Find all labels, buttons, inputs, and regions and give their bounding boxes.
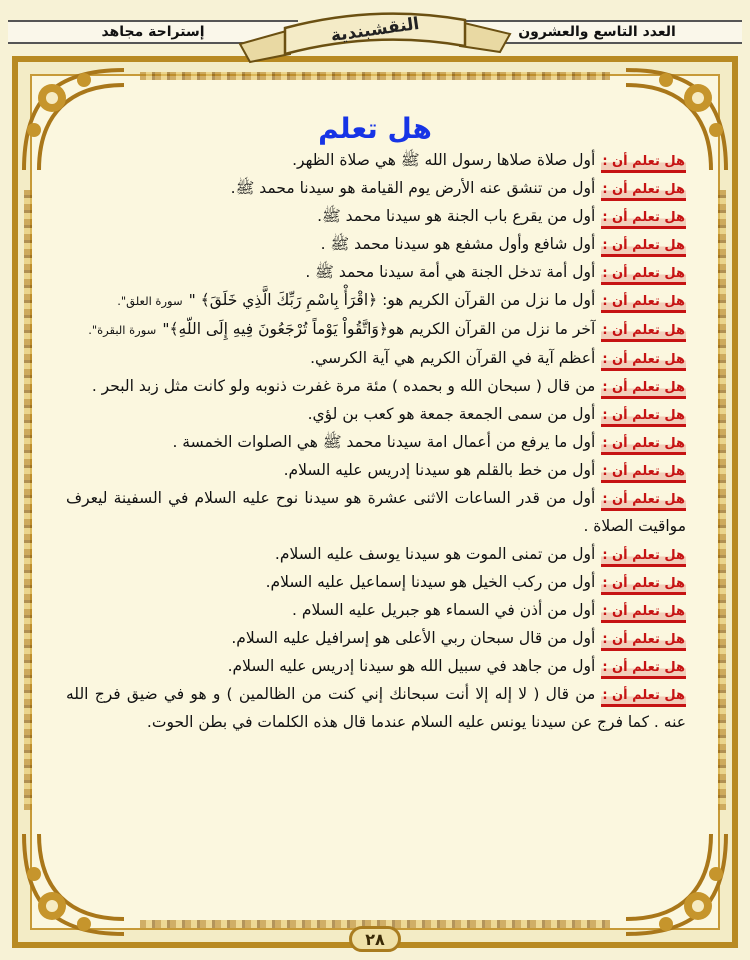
fact-label: هل تعلم أن : — [601, 687, 686, 707]
fact-item — [66, 174, 686, 202]
fact-label: هل تعلم أن : — [601, 209, 686, 229]
fact-text: أول من أذن في السماء هو جبريل عليه السلام . — [292, 601, 596, 619]
fact-label: هل تعلم أن : — [601, 153, 686, 173]
fact-item — [66, 652, 686, 680]
fact-item — [66, 484, 686, 540]
fact-item — [66, 230, 686, 258]
fact-text: أول ما يرفع من أعمال امة سيدنا محمد ﷺ هي الصلوات الخمسة . — [172, 433, 596, 451]
fact-label: هل تعلم أن : — [601, 491, 686, 511]
fact-item — [66, 596, 686, 624]
quran-reference: سورة البقرة". — [88, 323, 157, 337]
fact-label: هل تعلم أن : — [601, 659, 686, 679]
fact-item — [66, 202, 686, 230]
fact-text: أول من قدر الساعات الاثنى عشرة هو سيدنا نوح عليه السلام في السفينة ليعرف مواقيت الصلاة . — [66, 489, 686, 535]
fact-item — [66, 400, 686, 428]
fact-label: هل تعلم أن : — [601, 293, 686, 313]
fact-item — [66, 540, 686, 568]
fact-text: آخر ما نزل من القرآن الكريم هو﴿وَاتَّقُواْ يَوْماً تُرْجَعُونَ فِيهِ إِلَى اللّهِ﴾" — [162, 320, 596, 338]
fact-label: هل تعلم أن : — [601, 407, 686, 427]
fact-label: هل تعلم أن : — [601, 435, 686, 455]
fact-text: أول من جاهد في سبيل الله هو سيدنا إدريس عليه السلام. — [227, 657, 596, 675]
fact-text: أول من ركب الخيل هو سيدنا إسماعيل عليه السلام. — [265, 573, 596, 591]
fact-label: هل تعلم أن : — [601, 547, 686, 567]
fact-text: أول صلاة صلاها رسول الله ﷺ هي صلاة الظهر. — [292, 151, 596, 169]
fact-label: هل تعلم أن : — [601, 265, 686, 285]
fact-text: أول من يقرع باب الجنة هو سيدنا محمد ﷺ. — [317, 207, 596, 225]
fact-label: هل تعلم أن : — [601, 575, 686, 595]
corner-ornament-icon — [616, 824, 736, 944]
ornament-border-left — [24, 190, 32, 810]
fact-label: هل تعلم أن : — [601, 631, 686, 651]
fact-text: أول من تمنى الموت هو سيدنا يوسف عليه السلام. — [274, 545, 596, 563]
fact-text: أول من قال سبحان ربي الأعلى هو إسرافيل عليه السلام. — [231, 629, 596, 647]
section-name: إستراحة مجاهد — [8, 20, 298, 44]
fact-text: من قال ( لا إله إلا أنت سبحانك إني كنت من الظالمين ) و هو في ضيق فرج الله عنه . كما فرج عن سيدنا يونس عليه السلام عندما قال هذه الكلمات في بطن الحوت. — [66, 685, 686, 731]
fact-text: أول من سمى الجمعة جمعة هو كعب بن لؤي. — [307, 405, 596, 423]
fact-item — [66, 428, 686, 456]
fact-label: هل تعلم أن : — [601, 379, 686, 399]
ornament-border-top — [140, 72, 610, 80]
fact-item — [66, 372, 686, 400]
fact-item — [66, 456, 686, 484]
fact-item — [66, 315, 686, 344]
fact-item — [66, 286, 686, 315]
fact-text: أول من تنشق عنه الأرض يوم القيامة هو سيدنا محمد ﷺ. — [230, 179, 596, 197]
fact-item — [66, 680, 686, 736]
fact-label: هل تعلم أن : — [601, 181, 686, 201]
fact-item — [66, 258, 686, 286]
fact-label: هل تعلم أن : — [601, 603, 686, 623]
fact-item — [66, 344, 686, 372]
page-number: ٢٨ — [349, 926, 401, 952]
ornament-border-right — [718, 190, 726, 810]
fact-item — [66, 568, 686, 596]
fact-text: من قال ( سبحان الله و بحمده ) مئة مرة غفرت ذنوبه ولو كانت مثل زبد البحر . — [91, 377, 596, 395]
fact-text: أعظم آية في القرآن الكريم هي آية الكرسي. — [310, 349, 596, 367]
fact-label: هل تعلم أن : — [601, 463, 686, 483]
corner-ornament-icon — [14, 824, 134, 944]
fact-text: أول أمة تدخل الجنة هي أمة سيدنا محمد ﷺ . — [305, 263, 596, 281]
page-title: هل تعلم — [318, 112, 432, 145]
magazine-name: النقشبندية — [329, 13, 421, 47]
quran-reference: سورة العلق". — [117, 294, 183, 308]
fact-label: هل تعلم أن : — [601, 322, 686, 342]
issue-number: العدد التاسع والعشرون — [452, 20, 742, 44]
fact-label: هل تعلم أن : — [601, 351, 686, 371]
facts-list — [66, 146, 686, 736]
fact-text: أول من خط بالقلم هو سيدنا إدريس عليه السلام. — [283, 461, 596, 479]
fact-label: هل تعلم أن : — [601, 237, 686, 257]
fact-item — [66, 146, 686, 174]
fact-item — [66, 624, 686, 652]
fact-text: أول ما نزل من القرآن الكريم هو: ﴿اقْرَأْ بِاسْمِ رَبِّكَ الَّذِي خَلَقَ﴾ " — [188, 291, 596, 309]
fact-text: أول شافع وأول مشفع هو سيدنا محمد ﷺ . — [320, 235, 596, 253]
